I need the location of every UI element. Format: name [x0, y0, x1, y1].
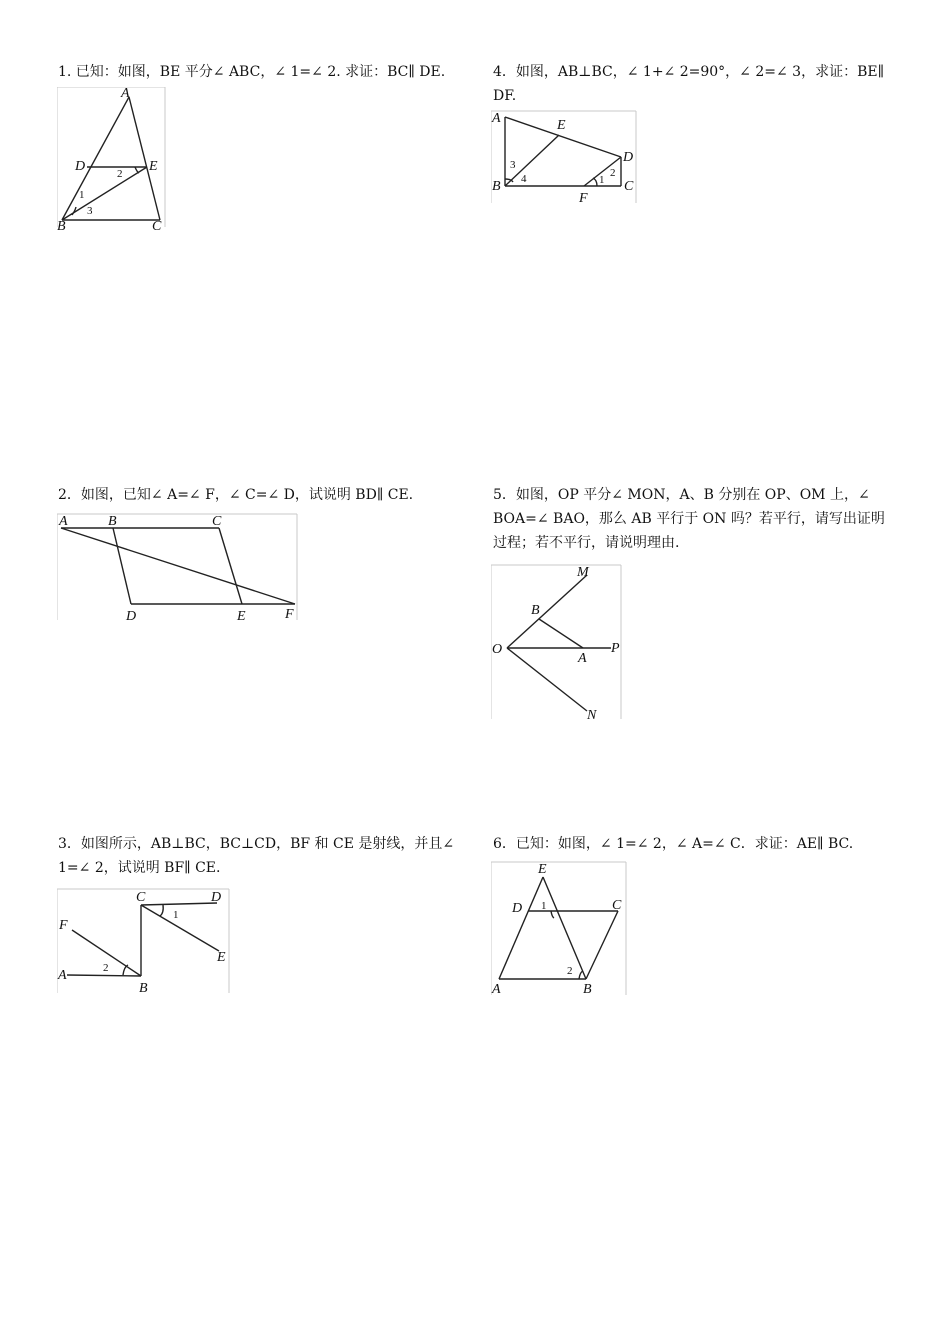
label-A: A — [492, 111, 501, 126]
label-A: A — [578, 651, 587, 666]
problem-1-figure — [57, 87, 167, 232]
label-C: C — [612, 898, 622, 913]
label-F: F — [285, 607, 294, 622]
label-N: N — [587, 708, 597, 723]
label-O: O — [492, 642, 503, 657]
label-D: D — [126, 609, 137, 624]
label-B: B — [583, 982, 592, 997]
label-B: B — [57, 219, 66, 232]
angle-2-mark: 2 — [103, 962, 109, 974]
label-A: A — [121, 87, 130, 101]
label-A: A — [59, 514, 68, 529]
label-D: D — [75, 159, 86, 174]
label-B: B — [139, 981, 148, 996]
problem-3-text: 3．如图所示，AB⊥BC，BC⊥CD，BF 和 CE 是射线，并且∠ 1=∠ 2，试说明 BF∥ CE. — [58, 836, 455, 876]
angle-4-mark: 4 — [521, 173, 527, 185]
problem-1-text: 1. 已知：如图，BE 平分∠ ABC，∠ 1=∠ 2. 求证：BC∥ DE. — [58, 64, 446, 80]
label-P: P — [611, 641, 620, 656]
label-B: B — [531, 603, 540, 618]
label-E: E — [149, 159, 158, 174]
problem-2-text: 2．如图，已知∠ A=∠ F，∠ C=∠ D，试说明 BD∥ CE. — [58, 487, 414, 503]
angle-1-mark: 1 — [541, 900, 547, 912]
angle-1-mark: 1 — [599, 174, 605, 186]
label-M: M — [577, 565, 589, 580]
label-C: C — [212, 514, 222, 529]
label-E: E — [237, 609, 246, 624]
label-C: C — [136, 890, 146, 905]
label-C: C — [624, 179, 634, 194]
label-B: B — [108, 514, 117, 529]
angle-1-mark: 1 — [79, 189, 85, 201]
label-D: D — [623, 150, 634, 165]
angle-2-mark: 2 — [117, 168, 123, 180]
angle-3-mark: 3 — [510, 159, 516, 171]
angle-2-mark: 2 — [610, 167, 616, 179]
label-A: A — [492, 982, 501, 997]
problem-5-text: 5．如图，OP 平分∠ MON，A、B 分别在 OP、OM 上，∠ BOA=∠ BAO，那么 AB 平行于 ON 吗？若平行，请写出证明过程；若不平行，请说明理由. — [493, 487, 885, 551]
label-B: B — [492, 179, 501, 194]
angle-2-mark: 2 — [567, 965, 573, 977]
label-D: D — [512, 901, 523, 916]
angle-1-mark: 1 — [173, 909, 179, 921]
label-C: C — [152, 219, 162, 232]
problem-6-figure — [491, 859, 631, 999]
label-E: E — [217, 950, 226, 965]
label-D: D — [211, 890, 222, 905]
label-E: E — [557, 118, 566, 133]
label-F: F — [579, 191, 588, 205]
problem-5-figure — [491, 563, 626, 723]
problem-4-text: 4．如图，AB⊥BC，∠ 1+∠ 2=90°，∠ 2=∠ 3，求证：BE∥ DF. — [493, 64, 885, 104]
problem-6-text: 6．已知：如图，∠ 1=∠ 2，∠ A=∠ C．求证：AE∥ BC. — [493, 836, 854, 852]
problem-3-figure — [57, 885, 232, 997]
angle-3-mark: 3 — [87, 205, 93, 217]
problem-2-figure — [57, 512, 302, 624]
label-E: E — [538, 862, 547, 877]
problem-4-figure — [491, 109, 641, 205]
label-A: A — [58, 968, 67, 983]
label-F: F — [59, 918, 68, 933]
